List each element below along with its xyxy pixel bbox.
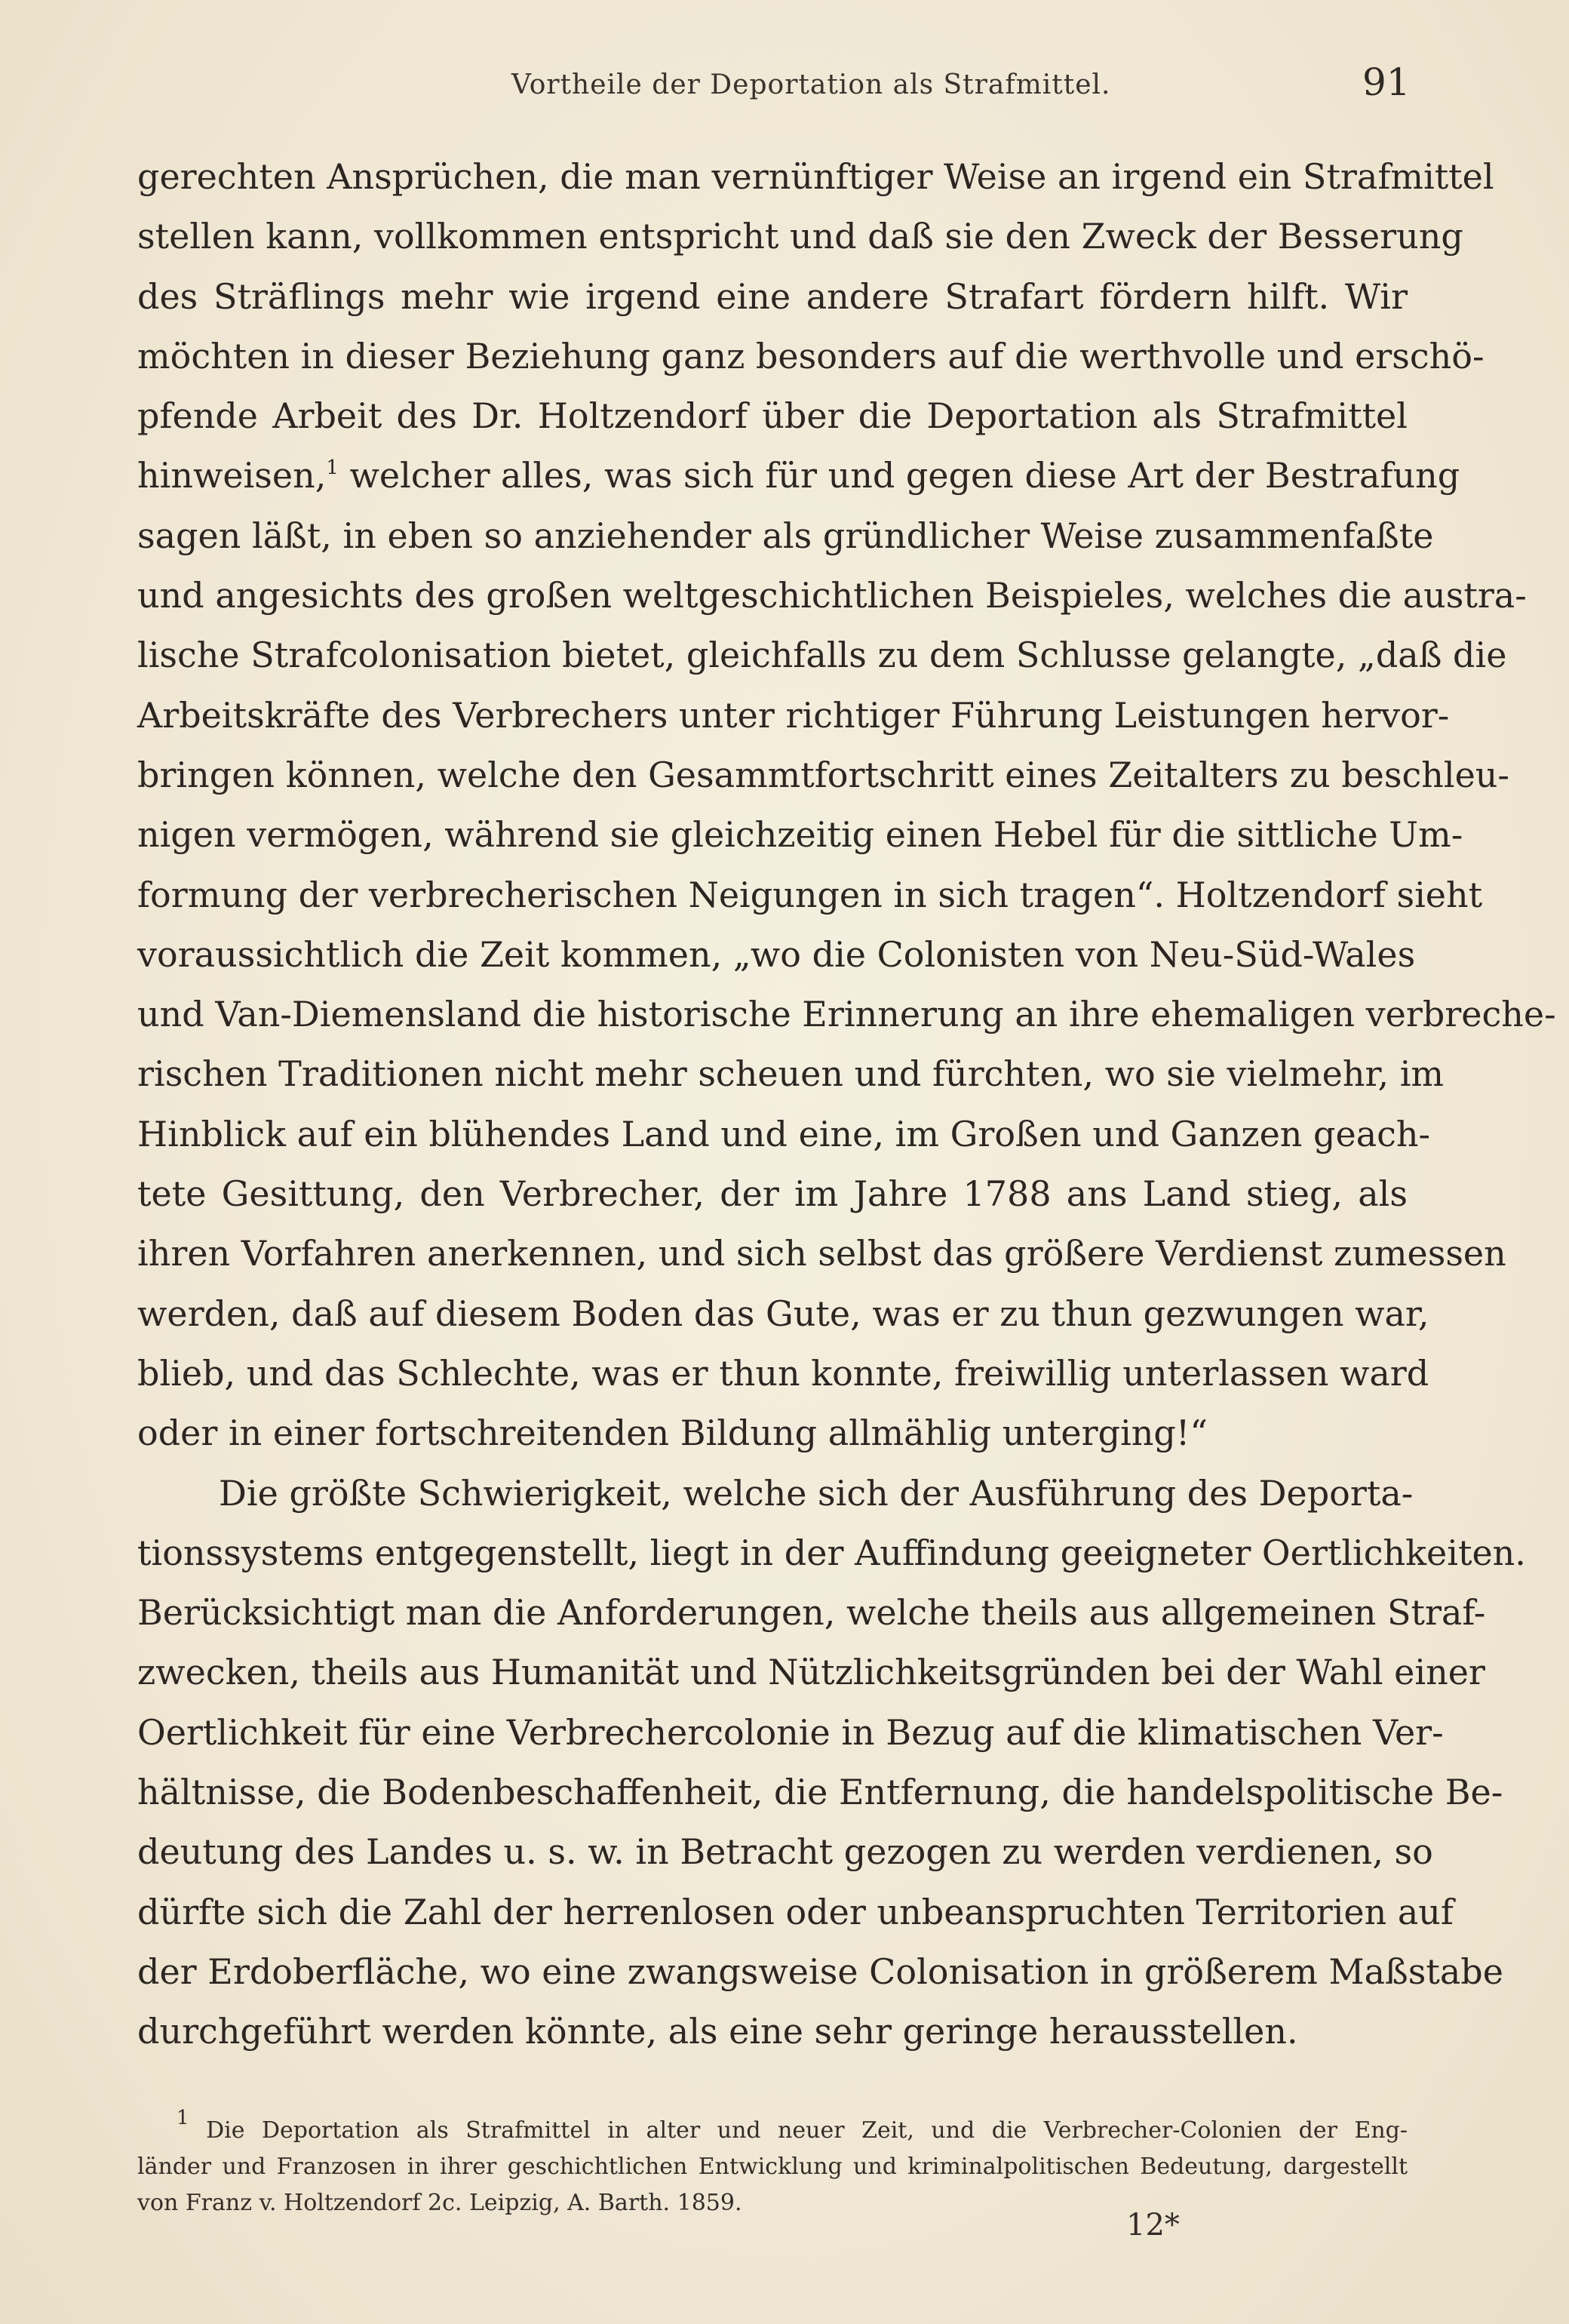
text-line: des Sträflings mehr wie irgend eine andere Strafart fördern hilft. Wir [137,275,1408,317]
text-line: und Van-Diemensland die historische Erinnerung an ihre ehemaligen verbreche- [137,994,1556,1035]
text-line: und angesichts des großen weltgeschichtlichen Beispieles, welches die austra- [137,575,1527,616]
text-line: sagen läßt, in eben so anziehender als gründlicher Weise zusammenfaßte [137,515,1434,556]
signature-mark: 12* [1126,2208,1180,2243]
text-line: Hinblick auf ein blühendes Land und eine, im Großen und Ganzen geach- [137,1113,1431,1154]
text-line: tete Gesittung, den Verbrecher, der im Jahre 1788 ans Land stieg, als [137,1173,1408,1215]
text-line: lische Strafcolonisation bietet, gleichfalls zu dem Schlusse gelangte, „daß die [137,635,1507,676]
text-line: stellen kann, vollkommen entspricht und daß sie den Zweck der Besserung [137,216,1463,257]
footnote-line [137,2107,1408,2149]
text-line: blieb, und das Schlechte, was er thun konnte, freiwillig unterlassen ward [137,1352,1429,1394]
text-line: der Erdoberfläche, wo eine zwangsweise Colonisation in größerem Maßstabe [137,1950,1503,1992]
text-line: rischen Traditionen nicht mehr scheuen und fürchten, wo sie vielmehr, im [137,1053,1445,1095]
text-line: pfende Arbeit des Dr. Holtzendorf über die Deportation als Strafmittel [137,395,1408,437]
paragraph-start-line: Die größte Schwierigkeit, welche sich der Ausführung des Deporta- [219,1472,1414,1514]
text-line: zwecken, theils aus Humanität und Nützlichkeitsgründen bei der Wahl einer [137,1652,1485,1693]
text-line: dürfte sich die Zahl der herrenlosen oder unbeanspruchten Territorien auf [137,1891,1454,1932]
text-line: hältnisse, die Bodenbeschaffenheit, die Entfernung, die handelspolitische Be- [137,1772,1503,1813]
text-line: gerechten Ansprüchen, die man vernünftiger Weise an irgend ein Strafmittel [137,156,1494,197]
text-line: Berücksichtigt man die Anforderungen, welche theils aus allgemeinen Straf- [137,1592,1486,1634]
text-line: durchgeführt werden könnte, als eine sehr geringe herausstellen. [137,2011,1298,2052]
text-line: nigen vermögen, während sie gleichzeitig einen Hebel für die sittliche Um- [137,814,1463,856]
text-line: deutung des Landes u. s. w. in Betracht gezogen zu werden verdienen, so [137,1831,1433,1873]
text-line: bringen können, welche den Gesammtfortschritt eines Zeitalters zu beschleu- [137,754,1509,795]
text-line-with-footnote-ref [137,446,1460,506]
footnote-text: Die Deportation als Strafmittel in alter und neuer Zeit, und die Verbrecher-Colonien der Eng- [206,2117,1408,2144]
page-number: 91 [1362,60,1411,104]
text-line: voraussichtlich die Zeit kommen, „wo die Colonisten von Neu-Süd-Wales [137,933,1416,975]
footnotes [137,2107,1408,2221]
text-line: tionssystems entgegenstellt, liegt in der Auffindung geeigneter Oertlichkeiten. [137,1532,1526,1573]
footnote-line: länder und Franzosen in ihrer geschichtlichen Entwicklung und kriminalpolitischen Bedeutung, dargestellt [137,2153,1408,2180]
text-line: möchten in dieser Beziehung ganz besonders auf die werthvolle und erschö- [137,335,1485,377]
footnote-reference: 1 [326,456,339,480]
text-line: Arbeitskräfte des Verbrechers unter richtiger Führung Leistungen hervor- [137,694,1450,736]
text-segment: hinweisen, [137,455,327,496]
text-line: oder in einer fortschreitenden Bildung allmählig unterging!“ [137,1413,1208,1454]
text-line: werden, daß auf diesem Boden das Gute, was er zu thun gezwungen war, [137,1293,1429,1334]
body-text [137,147,1556,2062]
footnote-line: von Franz v. Holtzendorf 2c. Leipzig, A. Barth. 1859. [137,2190,742,2216]
text-segment: welcher alles, was sich für und gegen diese Art der Bestrafung [338,455,1460,496]
text-line: ihren Vorfahren anerkennen, und sich selbst das größere Verdienst zumessen [137,1233,1506,1274]
text-line: Oertlichkeit für eine Verbrechercolonie in Bezug auf die klimatischen Ver- [137,1711,1444,1753]
running-head: Vortheile der Deportation als Strafmittel. [511,69,1111,100]
footnote-marker: 1 [177,2107,189,2129]
text-line: formung der verbrecherischen Neigungen in sich tragen“. Holtzendorf sieht [137,874,1483,915]
